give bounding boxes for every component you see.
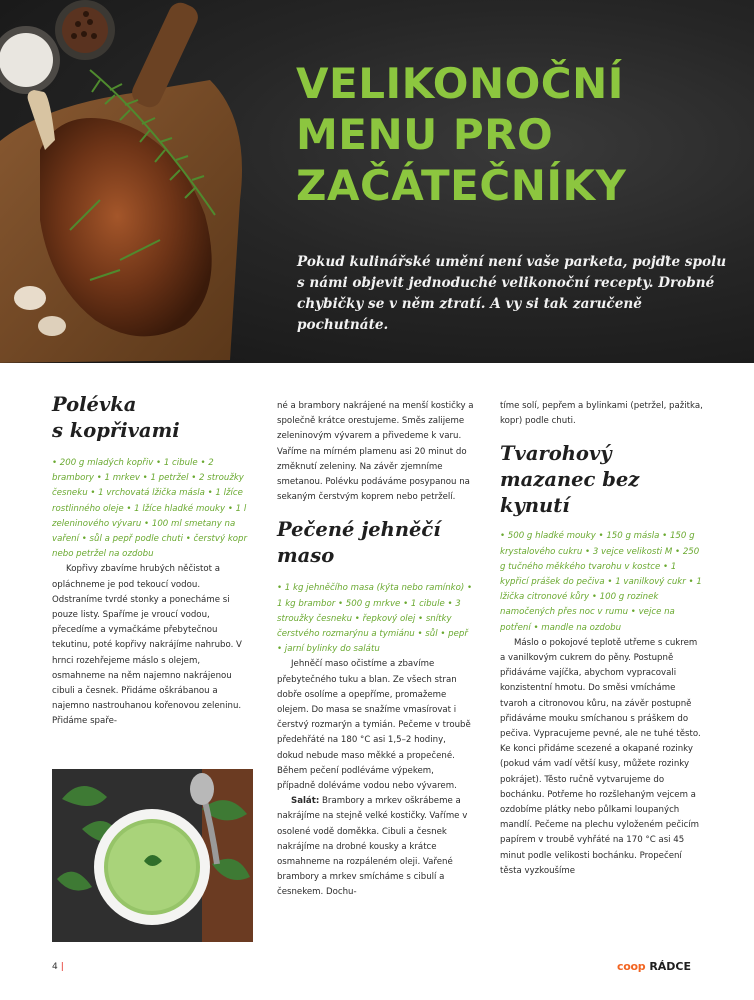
lamb-heading: [277, 517, 474, 569]
nettle-soup-photo: [52, 769, 253, 942]
cake-heading-line-3: kynutí: [500, 494, 570, 518]
title-line-3: ZAČÁTEČNÍKY: [296, 161, 627, 210]
cake-method: Máslo o pokojové teplotě utřeme s cukrem a vanilkovým cukrem do pěny. Postupně přidáváme vajíčka, abychom vypracovali konzistentní hmotu. Do směsi vmícháme tvaroh a citronovou kůru, na závěr postupně přidáváme mouku smíchanou s práškem do pečiva. Vypracujeme pevné, ale ne tuhé těsto. Ke konci přidáme scezené a okapané rozinky (pokud vám vadí větší kusy, můžete rozinky pokrájet). Těsto ručně vytvarujeme do bochánku. Potřeme ho rozšlehaným vejcem a ozdobíme plátky nebo půlkami loupaných mandlí. Pečeme na plechu vyloženém pečicím papírem v troubě vyhřáté na 170 °C asi 45 minut podle velikosti bochánku. Propečení těsta vyzkoušíme: [500, 637, 701, 876]
radce-logo-text: RÁDCE: [649, 960, 692, 973]
page-number: [52, 962, 64, 972]
hero-banner: [0, 0, 754, 363]
soup-heading: [52, 392, 252, 444]
title-line-2: MENU PRO: [296, 110, 554, 159]
soup-heading-line-2: s kopřivami: [52, 419, 180, 442]
salad-label: Salát:: [291, 796, 320, 807]
column-1: [52, 392, 252, 730]
soup-ingredients: • 200 g mladých kopřiv • 1 cibule • 2 brambory • 1 mrkev • 1 petržel • 2 stroužky česneku • 1 vrchovatá lžička másla • 1 lžíce rostlinného oleje • 1 lžíce hladké mouky • 1 l zeleninového vývaru • 100 ml smetany na vaření • sůl a pepř podle chuti • čerstvý kopr nebo petržel na ozdobu: [52, 458, 248, 560]
lamb-heading-line-2: maso: [277, 544, 335, 568]
cake-ingredients: • 500 g hladké mouky • 150 g másla • 150 g krystalového cukru • 3 vejce velikosti M • 250 g tučného měkkého tvarohu v kostce • 1 kypřicí prášek do pečiva • 1 vanilkový cukr • 1 lžička citronové kůry • 100 g rozinek namočených přes noc v rumu • vejce na potření • mandle na ozdobu: [500, 531, 702, 633]
salad-text: Brambory a mrkev oškrábeme a nakrájíme na stejně velké kostičky. Vaříme v osolené vodě doměkka. Cibuli a česnek nakrájíme na drobné kousky a krátce osmahneme na rozpáleném oleji. Vařené brambory a mrkev smícháme s cibulí a česnekem. Dochu-: [277, 796, 468, 898]
cake-heading-line-2: mazanec bez: [500, 468, 640, 492]
soup-heading-line-1: Polévka: [52, 393, 137, 416]
column-3: [500, 399, 705, 879]
lamb-ingredients: • 1 kg jehněčího masa (kýta nebo ramínko) • 1 kg brambor • 500 g mrkve • 1 cibule • 3 stroužky česneku • řepkový olej • snítky čerstvého rozmarýnu a tymiánu • sůl • pepř • jarní bylinky do salátu: [277, 583, 473, 655]
soup-method-continued: né a brambory nakrájené na menší kostičky a společně krátce orestujeme. Směs zalijeme zeleninovým vývarem a přivedeme k varu. Vaříme na mírném plamenu asi 20 minut do změknutí zeleniny. Na závěr zjemníme smetanou. Polévku podáváme posypanou na sekaným čerstvým koprem nebo petrželí.: [277, 401, 474, 503]
column-2: [277, 399, 474, 901]
page-number-separator: |: [60, 962, 64, 972]
salad-method: [277, 794, 474, 900]
lamb-heading-line-1: Pečené jehněčí: [277, 518, 441, 542]
soup-method: Kopřivy zbavíme hrubých něčistot a opláchneme je pod tekoucí vodou. Odstraníme tvrdé stonky a ponecháme si pouze listy. Spaříme je vroucí vodou, přecedíme a vymačkáme přebytečnou tekutinu, poté kopřivy nakrájíme nahrubo. V hrnci rozehřejeme máslo s olejem, osmahneme na něm najemno nakrájenou cibuli a česnek. Přidáme oškrábanou a najemno nastrouhanou kořenovou zeleninu. Přidáme spaře-: [52, 564, 242, 727]
cake-heading-line-1: Tvarohový: [500, 442, 612, 466]
roast-lamb-photo: [0, 0, 290, 363]
coop-logo-text: coop: [617, 960, 646, 973]
title-line-1: VELIKONOČNÍ: [296, 59, 624, 108]
salad-method-continued: tíme solí, pepřem a bylinkami (petržel, pažitka, kopr) podle chuti.: [500, 401, 703, 427]
lead-paragraph: Pokud kulinářské umění není vaše parketa, pojďte spolu s námi objevit jednoduché velikonoční recepty. Drobné chybičky se v něm ztratí. A vy si tak zaručeně pochutnáte.: [297, 254, 727, 333]
brand-logo: [617, 960, 691, 973]
page-title: [296, 58, 746, 211]
page-number-value: 4: [52, 962, 58, 972]
cake-heading: [500, 441, 705, 519]
lamb-method: Jehněčí maso očistíme a zbavíme přebytečného tuku a blan. Ze všech stran dobře osolíme a opepříme, promažeme olejem. Do masa se snažíme vmasírovat i čerstvý rozmarýn a tymián. Pečeme v troubě předehřáté na 180 °C asi 1,5–2 hodiny, dokud nebude maso měkké a propečené. Během pečení podléváme výpekem, případně doléváme vodou nebo vývarem.: [277, 659, 471, 792]
